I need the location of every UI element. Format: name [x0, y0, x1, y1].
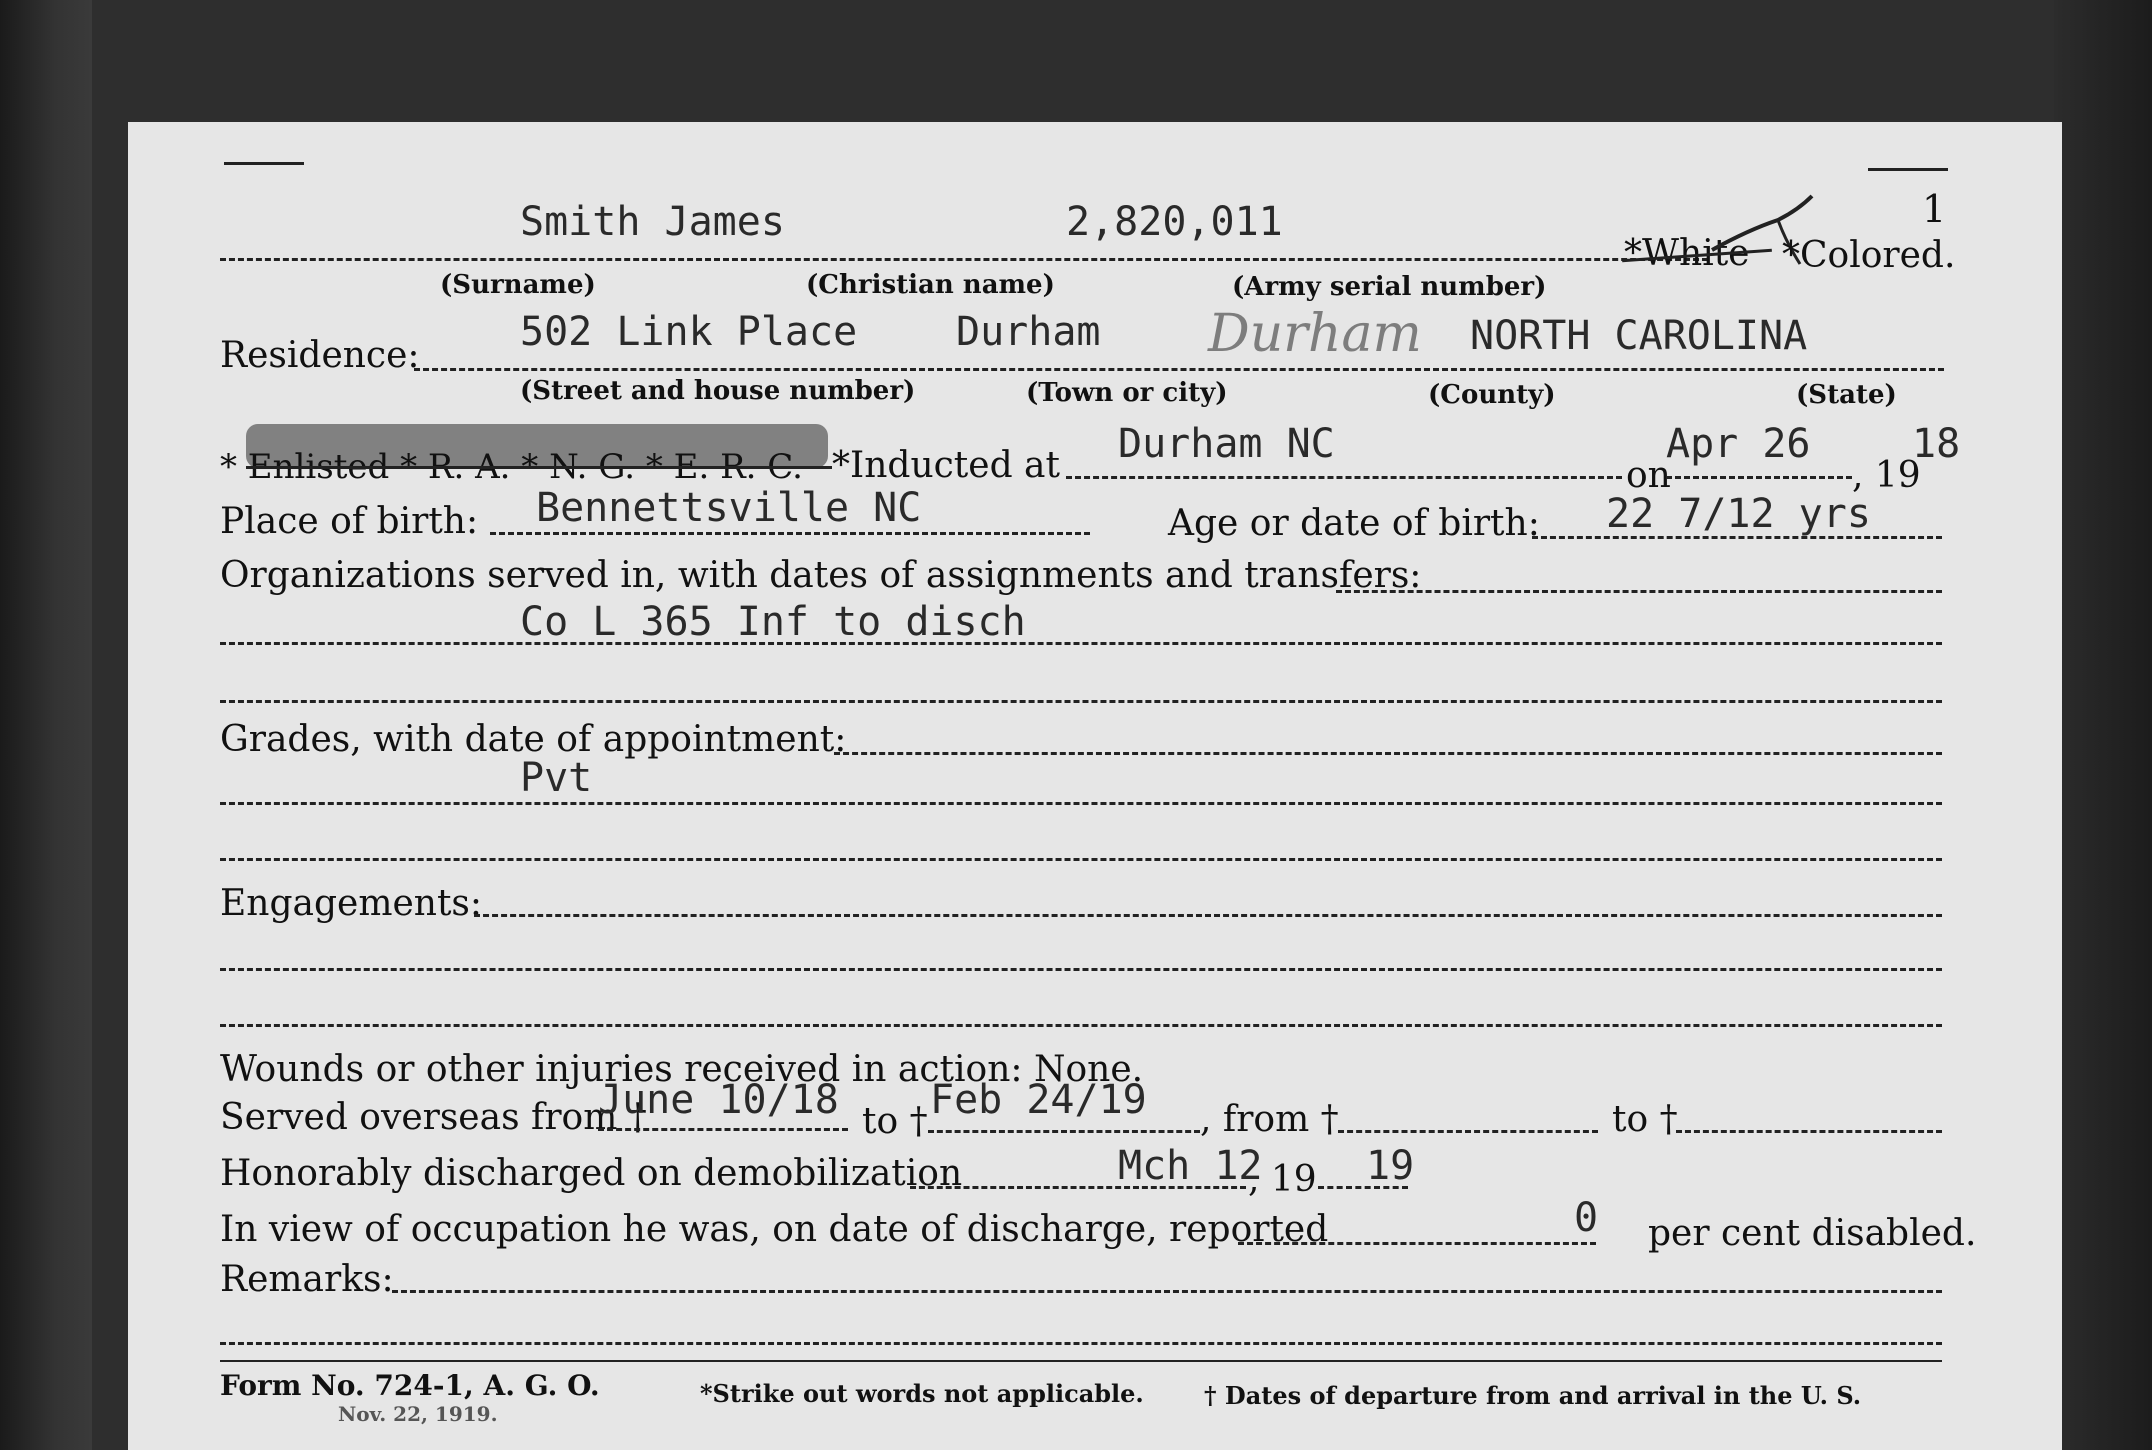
- footnote-strike-out: *Strike out words not applicable.: [700, 1379, 1144, 1408]
- organizations-label: Organizations served in, with dates of assignments and transfers:: [220, 555, 1422, 596]
- service-record-card: [128, 122, 2062, 1450]
- residence-state-value: NORTH CAROLINA: [1470, 313, 1808, 359]
- inducted-at-label: *Inducted at: [832, 445, 1060, 486]
- served-overseas-label: Served overseas from †: [220, 1097, 647, 1138]
- background-left: [0, 0, 92, 1450]
- discharge-label: Honorably discharged on demobilization: [220, 1153, 963, 1194]
- remarks-line-1: [392, 1290, 1942, 1293]
- overseas-from-line: [598, 1128, 848, 1131]
- form-date: Nov. 22, 1919.: [338, 1402, 498, 1426]
- caption-county: (County): [1428, 380, 1556, 410]
- age-value: 22 7/12 yrs: [1606, 491, 1871, 537]
- age-label: Age or date of birth:: [1168, 503, 1540, 544]
- caption-army-serial-number: (Army serial number): [1232, 272, 1547, 302]
- race-white-label: *White: [1624, 233, 1750, 274]
- form-number: Form No. 724-1, A. G. O.: [220, 1369, 600, 1402]
- enlisted-strike: [246, 466, 832, 469]
- inducted-on-label: on: [1626, 455, 1671, 496]
- card-number: 1: [1922, 187, 1947, 231]
- discharge-year-prefix: , 19: [1248, 1159, 1317, 1200]
- inducted-at-value: Durham NC: [1118, 421, 1335, 467]
- engagements-line-2: [220, 968, 1942, 971]
- overseas-to-line: [928, 1130, 1200, 1133]
- remarks-line-2: [220, 1342, 1942, 1345]
- place-of-birth-value: Bennettsville NC: [536, 485, 922, 531]
- overseas-from2-line: [1338, 1130, 1598, 1133]
- engagements-line-3: [220, 1024, 1942, 1027]
- residence-town-value: Durham: [956, 309, 1101, 355]
- overseas-from2-label: , from †: [1200, 1099, 1339, 1140]
- grades-label: Grades, with date of appointment:: [220, 719, 847, 760]
- residence-county-value: Durham: [1208, 304, 1422, 364]
- discharge-date-value: Mch 12: [1118, 1143, 1263, 1189]
- surname-christian-value: Smith James: [520, 199, 785, 245]
- overseas-from-value: June 10/18: [598, 1077, 839, 1123]
- remarks-bottom-rule: [220, 1360, 1942, 1362]
- overseas-to-label: to †: [862, 1101, 928, 1142]
- caption-street: (Street and house number): [520, 376, 916, 406]
- disability-suffix: per cent disabled.: [1648, 1213, 1977, 1254]
- discharge-year-value: 19: [1366, 1143, 1415, 1189]
- place-of-birth-label: Place of birth:: [220, 501, 479, 542]
- inducted-date-line: [1666, 476, 1852, 479]
- grades-value: Pvt: [520, 755, 593, 801]
- organizations-line-1: [1336, 590, 1942, 593]
- grades-line-2: [220, 802, 1942, 805]
- footnote-dates: † Dates of departure from and arrival in the U. S.: [1204, 1381, 1862, 1410]
- discharge-year-line: [1318, 1186, 1408, 1189]
- disability-value: 0: [1574, 1195, 1599, 1241]
- place-of-birth-line: [490, 532, 1090, 535]
- engagements-line-1: [474, 914, 1942, 917]
- organizations-value: Co L 365 Inf to disch: [520, 599, 1026, 645]
- organizations-line-2: [220, 642, 1942, 645]
- inducted-date-value: Apr 26: [1666, 421, 1811, 467]
- residence-label: Residence:: [220, 335, 420, 376]
- name-line: [220, 258, 1708, 261]
- organizations-line-3: [220, 700, 1942, 703]
- race-colored-label: *Colored.: [1782, 235, 1956, 276]
- inducted-year-value: 18: [1912, 421, 1961, 467]
- caption-town: (Town or city): [1026, 378, 1228, 408]
- grades-line-1: [834, 752, 1942, 755]
- top-right-rule: [1868, 168, 1948, 171]
- engagements-label: Engagements:: [220, 883, 483, 924]
- caption-surname: (Surname): [440, 270, 596, 300]
- inducted-year-prefix: , 19: [1852, 455, 1921, 496]
- disability-line: [1238, 1242, 1596, 1245]
- age-line: [1532, 536, 1942, 539]
- top-left-rule: [224, 162, 304, 165]
- residence-street-value: 502 Link Place: [520, 309, 858, 355]
- background-right: [2054, 0, 2152, 1450]
- overseas-to2-line: [1676, 1130, 1942, 1133]
- grades-line-3: [220, 858, 1942, 861]
- disability-label: In view of occupation he was, on date of discharge, reported: [220, 1209, 1329, 1250]
- overseas-to-value: Feb 24/19: [930, 1077, 1147, 1123]
- inducted-at-line: [1066, 476, 1622, 479]
- caption-state: (State): [1796, 380, 1897, 410]
- serial-number-value: 2,820,011: [1066, 199, 1283, 245]
- wounds-label: Wounds or other injuries received in action: None.: [220, 1049, 1144, 1090]
- caption-christian-name: (Christian name): [806, 270, 1055, 300]
- residence-line: [414, 368, 1944, 371]
- overseas-to2-label: to †: [1612, 1099, 1678, 1140]
- remarks-label: Remarks:: [220, 1259, 394, 1300]
- enlistment-type-label: * Enlisted * R. A. * N. G. * E. R. C.: [220, 447, 803, 487]
